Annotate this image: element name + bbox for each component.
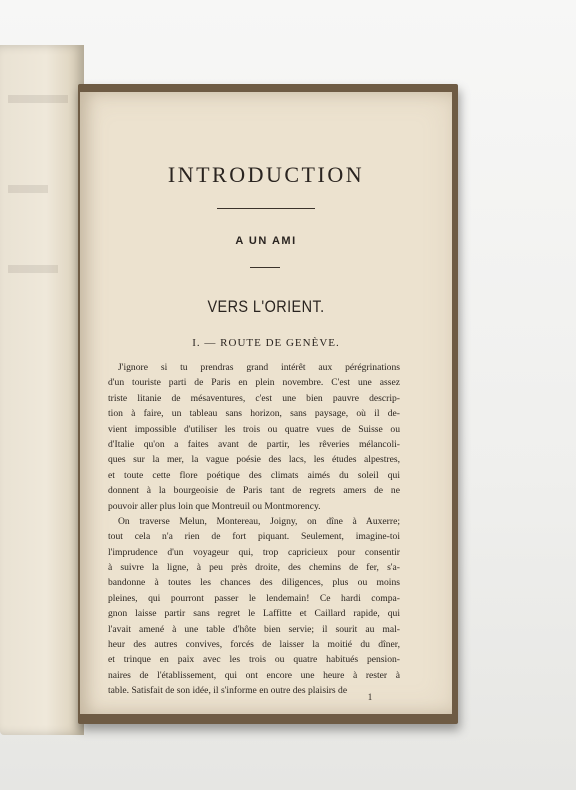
facing-page-edge (0, 45, 84, 735)
text-line: ques sur la mer, la vague poésie des lacs, les études alpestres, (108, 454, 400, 466)
text-line: bandonne à toutes les chances des diligences, plus ou moins (108, 577, 400, 589)
text-line: tout cela n'a rien de fort piquant. Seulement, imagine-toi (108, 531, 400, 543)
text-line: l'avait amené à une table d'hôte bien servie; il sourit au mal- (108, 623, 400, 635)
body-text (108, 360, 400, 699)
chapter-title: INTRODUCTION (167, 162, 365, 187)
text-line: table. Satisfait de son idée, il s'informe en outre des plaisirs de (108, 685, 348, 697)
title-rule (217, 208, 315, 209)
text-line: naires de l'établissement, qui ont encore une heure à rester à (108, 669, 400, 681)
text-line: d'un touriste parti de Paris en plein novembre. C'est une assez (108, 377, 400, 389)
text-line: J'ignore si tu prendras grand intérêt aux pérégrinations (118, 362, 400, 373)
bleed-through-mark (8, 185, 48, 193)
text-line: pouvoir aller plus loin que Montreuil ou Montmorency. (108, 500, 321, 512)
dedication-rule (250, 267, 280, 268)
page-number: 1 (367, 692, 373, 702)
text-line: On traverse Melun, Montereau, Joigny, on dîne à Auxerre; (118, 515, 400, 527)
subsection-heading: I. — ROUTE DE GENÈVE. (192, 337, 340, 349)
bleed-through-mark (8, 95, 68, 103)
text-line: et toute cette flore poétique des climats aimés du soleil qui (108, 469, 400, 481)
text-line: gnon laisse partir sans regret le Laffitte et Caillard rapide, qui (108, 608, 400, 620)
bleed-through-mark (8, 265, 58, 273)
text-line: heur des autres convives, forcés de laisser la moitié du dîner, (108, 639, 400, 651)
text-line: pleines, qui pourront passer le lendemain! Ce hardi compa- (108, 592, 400, 604)
text-line: d'Italie qu'on a faites avant de partir, les rêveries mélancoli- (108, 438, 400, 450)
section-heading: VERS L'ORIENT. (207, 297, 325, 316)
text-line: l'imprudence d'un voyageur qui, trop capricieux pour consentir (108, 546, 400, 558)
text-line: vient impossible d'utiliser les trois ou quatre vues de Suisse ou (108, 423, 400, 435)
dedication: A UN AMI (235, 235, 297, 247)
text-line: triste litanie de mésaventures, c'est une bien pauvre descrip- (108, 392, 400, 404)
text-line: donnent à la bourgeoisie de Paris tant de regrets amers de ne (108, 485, 400, 497)
text-line: à suivre la ligne, à peu près droite, des chemins de fer, s'a- (108, 562, 400, 574)
text-line: et trinque en paix avec les trois ou quatre habitués pension- (108, 654, 400, 666)
text-line: tion à faire, un tableau sans horizon, sans paysage, où il de- (108, 408, 400, 420)
